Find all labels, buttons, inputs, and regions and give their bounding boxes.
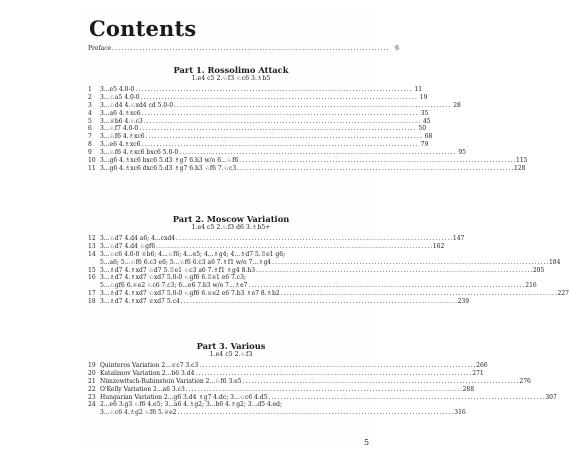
dot-leader — [139, 125, 415, 133]
toc-entry — [88, 393, 557, 402]
dot-leader — [141, 94, 417, 102]
entry-page: 266 — [476, 362, 488, 369]
entry-page: 216 — [525, 282, 537, 290]
part-1-title: Part 1. Rossolimo Attack — [173, 65, 289, 75]
dot-leader — [239, 157, 515, 165]
entry-number: 10 — [88, 157, 96, 165]
entry-text: Hungarian Variation 2...g6 3.d4 ♗g7 4.dc; 3...♘c6 4.d5 — [100, 393, 268, 401]
dot-leader — [176, 235, 452, 243]
entry-page: 239 — [457, 298, 470, 306]
toc-entry — [88, 290, 569, 298]
entry-page: 19 — [419, 93, 428, 101]
entry-page: 271 — [472, 369, 484, 377]
entry-number: 5 — [88, 117, 92, 125]
entry-text: 3...♘c6 4.0-0 ♕b6; 4...♘f6; 4...e5; 4...♗g4; 4...♗d7 5.♖e1 g6; — [100, 250, 286, 258]
dot-leader — [248, 282, 524, 290]
entry-text: 3...♘a5 4.0-0 — [100, 93, 140, 101]
entry-number: 14 — [88, 250, 96, 258]
book-page — [78, 10, 569, 450]
preface-page: 6 — [395, 45, 399, 52]
entry-number: 16 — [88, 274, 96, 282]
entry-number: 17 — [88, 290, 96, 298]
toc-entry — [88, 93, 428, 102]
entry-text: 3...e6 4.♗xc6 — [100, 141, 141, 149]
toc-entry — [88, 101, 461, 110]
toc-entry — [88, 266, 545, 275]
entry-number: 12 — [88, 235, 96, 242]
entry-page: 147 — [452, 235, 465, 242]
part-3-subtitle: 1.e4 c5 2.♘f3 — [209, 351, 253, 358]
toc-entry — [88, 274, 374, 282]
entry-text: 3...♘d7 4.d4 ♘gf6 — [100, 242, 156, 250]
entry-page: 79 — [420, 141, 429, 149]
entry-number: 19 — [88, 362, 96, 369]
entry-number: 23 — [88, 393, 96, 401]
toc-entry — [88, 117, 431, 126]
toc-entry-continuation — [88, 282, 537, 290]
part-3-title: Part 3. Various — [196, 341, 266, 351]
entry-text: 3...♗d7 4.♗xd7 ♕xd7 5.c4 — [100, 298, 180, 306]
dot-leader — [156, 243, 432, 251]
entry-page: 11 — [414, 86, 423, 93]
entry-number: 15 — [88, 266, 96, 274]
dot-leader — [135, 86, 411, 94]
entry-text: 3...♗d7 4.♗xd7 ♘xd7 5.0-0 ♘gf6 6.♕e2 e6 7.b3 ♗e7 8.♗b2 — [100, 290, 280, 298]
entry-text: 3...♗d7 4.♗xd7 ♘d7 5.♖e1 ♘c3 a6 7.♗f1 ♗g4 8.h3 — [100, 266, 256, 274]
entry-number: 3 — [88, 101, 92, 109]
entry-page: 45 — [422, 117, 431, 125]
entry-number: 2 — [88, 93, 92, 101]
toc-entry-continuation — [88, 258, 561, 267]
toc-entry — [88, 369, 484, 378]
entry-page: 162 — [432, 242, 445, 250]
part-2-title: Part 2. Moscow Variation — [172, 214, 290, 224]
toc-entry — [88, 157, 528, 165]
entry-text: 3...♕b6 4.♘c3 — [100, 117, 143, 125]
entry-page: 115 — [516, 157, 528, 165]
entry-page: 288 — [462, 385, 475, 393]
entry-number: 6 — [88, 125, 92, 133]
entry-number: 11 — [88, 164, 96, 172]
entry-number: 21 — [88, 377, 96, 385]
entry-text: Quinteros Variation 2...♕c7 3.c3 — [100, 362, 199, 369]
entry-text: 3...♘d4 4.♘xd4 cd 5.0-0 — [100, 101, 174, 109]
entry-page: 227 — [557, 290, 569, 298]
dot-leader — [146, 133, 422, 141]
toc-entry — [88, 164, 526, 173]
dot-leader — [237, 165, 513, 173]
entry-number: 18 — [88, 298, 96, 306]
entry-number: 1 — [88, 86, 92, 93]
entry-text: 3...♘f7 4.0-0 — [100, 125, 139, 133]
entry-number: 22 — [88, 385, 96, 393]
preface-label: Preface — [88, 45, 112, 52]
dot-leader — [112, 45, 388, 52]
toc-entry — [88, 362, 488, 370]
entry-text: 5...a6; 5...♘f6 6.c3 e6; 5...♘f6 6.c3 a6 7.♗f1 w/o 7...♗g4 — [100, 258, 272, 266]
dot-leader — [177, 409, 453, 417]
toc-entry — [88, 385, 475, 394]
entry-number: 24 — [88, 401, 96, 409]
dot-leader — [281, 290, 557, 298]
toc-entry — [88, 242, 445, 251]
toc-entry — [88, 86, 423, 94]
dot-leader — [269, 394, 545, 402]
entry-text: Nimzowitsch-Rubinstein Variation 2...♘f6 3.e5 — [100, 377, 242, 385]
entry-text: Katalimov Variation 2...b6 3.d4 — [100, 369, 195, 377]
entry-text: 5...♘gf6 6.♕e2 ♘c6 7.c3; 6...e6 7.b3 w/o 7...♗e7 — [100, 282, 248, 290]
dot-leader — [199, 362, 475, 370]
toc-entry — [88, 133, 433, 141]
dot-leader — [179, 149, 455, 157]
entry-number: 4 — [88, 109, 92, 117]
toc-entry — [88, 125, 427, 133]
entry-text: 3...a6 4.♗xc6 — [100, 109, 141, 117]
page-number: 5 — [364, 438, 370, 447]
dot-leader — [256, 267, 532, 275]
toc-entry — [88, 401, 374, 409]
entry-page: 50 — [418, 125, 427, 133]
toc-entry — [88, 109, 429, 118]
toc-entry — [88, 298, 470, 306]
entry-text: 3...e5 4.0-0 — [100, 86, 135, 93]
toc-entry — [88, 149, 466, 157]
entry-text: 3...♘f6 4.♗xc6 — [100, 133, 145, 141]
entry-text: 3...♘d7 4.d4 a6; 4...cxd4 — [100, 235, 176, 242]
part-1-entries — [88, 86, 528, 173]
entry-page: 128 — [513, 164, 526, 172]
entry-page: 68 — [424, 133, 433, 141]
part-2-entries — [88, 235, 569, 306]
entry-text: 3...♘c6 4.♗g2 ♘f6 5.♕e2 — [100, 409, 177, 417]
entry-text: O'Kelly Variation 2...a6 3.c3 — [100, 385, 185, 393]
entry-page: 95 — [458, 149, 466, 157]
entry-text: 2...e6 3.g3 ♘f6 4.e5; 3...a6 4.♗g2; 3...b6 4.♗g2; 3...d5 4.ed; — [100, 401, 283, 409]
part-3-entries — [88, 362, 557, 417]
dot-leader — [186, 386, 462, 394]
entry-number: 9 — [88, 149, 92, 157]
dot-leader — [243, 378, 519, 386]
page-title: Contents — [89, 16, 197, 41]
entry-number: 20 — [88, 369, 96, 377]
dot-leader — [181, 298, 457, 306]
entry-page: 205 — [532, 266, 545, 274]
dot-leader — [141, 141, 417, 149]
dot-leader — [174, 102, 450, 110]
dot-leader — [142, 110, 418, 118]
part-1-subtitle: 1.e4 c5 2.♘f3 ♘c6 3.♗b5 — [191, 75, 271, 82]
toc-entry — [88, 141, 429, 149]
entry-page: 35 — [420, 109, 429, 117]
part-2-subtitle: 1.e4 c5 2.♘f3 d6 3.♗b5+ — [191, 224, 271, 231]
dot-leader — [195, 370, 471, 378]
entry-page: 184 — [548, 258, 561, 266]
dot-leader — [144, 118, 420, 126]
preface-entry — [88, 45, 399, 53]
entry-number: 8 — [88, 141, 92, 149]
toc-entry — [88, 235, 465, 243]
toc-entry-continuation — [88, 409, 466, 417]
entry-text: 3...g6 4.♗xc6 dxc6 5.d3 ♗g7 6.h3 ♘f6 7.♘c3 — [100, 164, 237, 172]
entry-number: 13 — [88, 242, 96, 250]
entry-page: 307 — [545, 393, 557, 401]
toc-entry — [88, 377, 531, 386]
entry-page: 276 — [519, 377, 531, 385]
entry-page: 316 — [454, 409, 466, 417]
toc-entry — [88, 251, 374, 259]
entry-text: 3...♘f6 4.♗xc6 bxc6 5.0-0 — [100, 149, 179, 157]
dot-leader — [272, 259, 548, 267]
entry-page: 28 — [453, 101, 461, 109]
entry-number: 7 — [88, 133, 92, 141]
entry-text: 3...♗d7 4.♗xd7 ♘xd7 5.0-0 ♘gf6 6.♖e1 e6 7.c3; — [100, 274, 246, 282]
entry-text: 3...g6 4.♗xc6 bxc6 5.d3 ♗g7 6.h3 w/o 6...♘f6 — [100, 157, 239, 165]
